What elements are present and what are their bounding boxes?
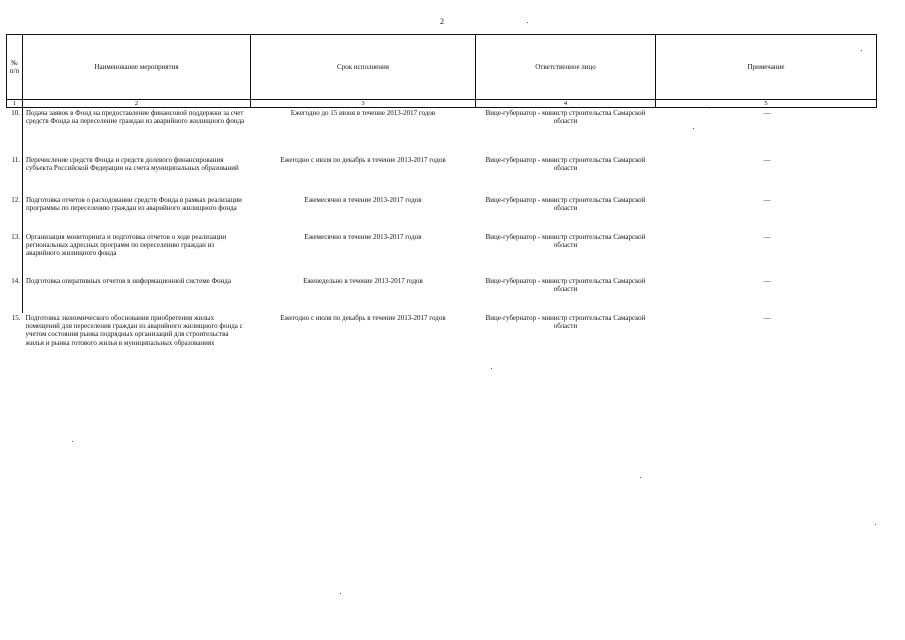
row-number: 11. — [7, 155, 23, 195]
activity-term: Ежегодно с июля по декабрь в течение 2013-2017 годов — [280, 313, 446, 322]
table-row — [7, 195, 877, 232]
table-row — [7, 232, 877, 276]
page-number: 2 — [440, 17, 444, 26]
scan-speck — [527, 22, 528, 23]
column-number: 5 — [656, 100, 877, 108]
activity-responsible: Вице-губернатор - министр строительства Самарской области — [485, 109, 646, 126]
activity-responsible: Вице-губернатор - министр строительства Самарской области — [485, 155, 646, 172]
scan-speck — [875, 524, 876, 525]
scan-speck — [72, 441, 73, 442]
row-number: 13. — [7, 232, 23, 276]
table-row — [7, 155, 877, 195]
activity-name: Подготовка оперативных отчетов в информационной системе Фонда — [26, 276, 231, 285]
scan-speck — [640, 477, 641, 478]
activity-term: Ежегодно до 15 июня в течение 2013-2017 годов — [290, 109, 436, 117]
activity-note: — — [763, 313, 771, 322]
table-row — [7, 108, 877, 155]
activity-note: — — [763, 232, 771, 241]
activity-note: — — [763, 155, 771, 164]
activity-note: — — [763, 109, 771, 117]
table-row — [7, 276, 877, 313]
row-number: 14. — [7, 276, 23, 313]
activity-responsible: Вице-губернатор - министр строительства Самарской области — [485, 276, 646, 293]
header-responsible: Ответственное лицо — [476, 35, 656, 100]
activity-responsible: Вице-губернатор - министр строительства Самарской области — [485, 313, 646, 330]
activity-name: Перечисление средств Фонда и средств долевого финансирования субъекта Российской Федерации на счета муниципальных образований — [26, 155, 239, 172]
row-number: 15. — [11, 313, 21, 322]
activity-responsible: Вице-губернатор - министр строительства Самарской области — [485, 232, 646, 249]
activity-term: Ежемесячно в течение 2013-2017 годов — [304, 232, 422, 241]
row-number: 12. — [7, 195, 23, 232]
table-row — [7, 313, 877, 368]
column-number: 1 — [7, 100, 23, 108]
header-no: № п/п — [7, 35, 23, 100]
header-name: Наименование мероприятия — [23, 35, 251, 100]
header-note: Примечание — [656, 35, 877, 100]
header-term: Срок исполнения — [251, 35, 476, 100]
activity-name: Организация мониторинга и подготовка отчетов о ходе реализации региональных адресных программ по переселению граждан из аварийного жилищного фонда — [26, 232, 227, 258]
activity-name: Подготовка экономического обоснования приобретения жилых помещений для переселения граждан из аварийного жилищного фонда с учетом состояния рынка подрядных организаций для строительства жилья и рынка готового жилья в муниципальных образованиях — [25, 313, 243, 347]
header-row — [7, 35, 877, 100]
scan-speck — [491, 368, 492, 369]
activity-responsible: Вице-губернатор - министр строительства Самарской области — [485, 195, 646, 212]
scan-speck — [340, 593, 341, 594]
activity-term: Еженедельно в течение 2013-2017 годов — [303, 276, 423, 285]
activity-name: Подготовка отчетов о расходовании средств Фонда в рамках реализации программы по переселению граждан из аварийного жилищного фонда — [26, 195, 242, 212]
scan-speck — [706, 107, 707, 108]
activity-note: — — [763, 276, 771, 285]
column-number-row — [7, 100, 877, 108]
scan-speck — [693, 128, 694, 129]
scan-speck — [861, 50, 862, 51]
activity-term: Ежемесячно в течение 2013-2017 годов — [304, 195, 422, 204]
column-number: 4 — [476, 100, 656, 108]
schedule-table — [6, 34, 877, 368]
activity-term: Ежегодно с июля по декабрь в течение 2013-2017 годов — [280, 155, 446, 164]
column-number: 3 — [251, 100, 476, 108]
row-number: 10. — [7, 108, 23, 155]
column-number: 2 — [23, 100, 251, 108]
activity-name: Подача заявок в Фонд на предоставление финансовой поддержки за счет средств Фонда на переселение граждан из аварийного жилищного фонда — [26, 109, 245, 126]
activity-note: — — [763, 195, 771, 204]
